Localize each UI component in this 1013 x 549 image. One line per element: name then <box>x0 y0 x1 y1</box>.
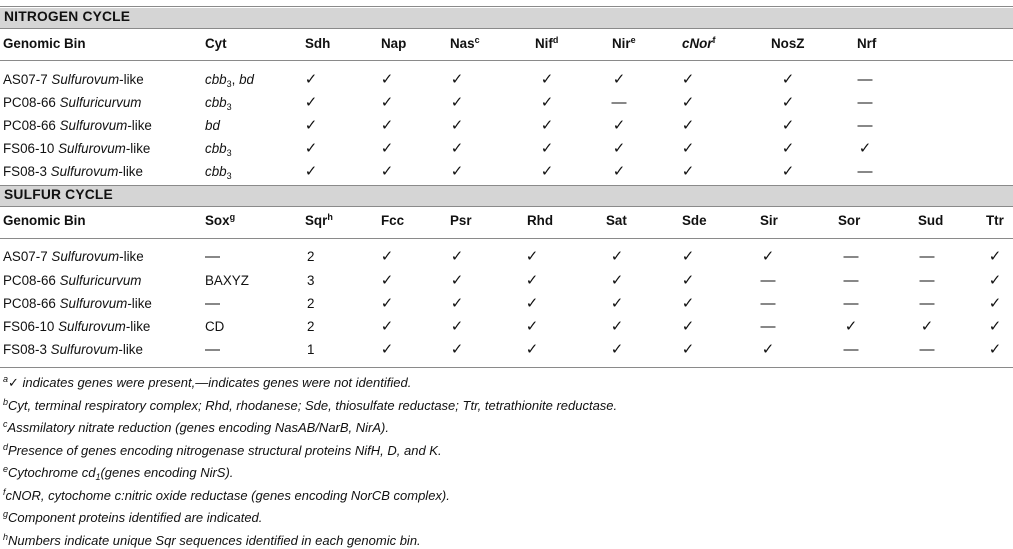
footnote-mark: d <box>3 441 9 452</box>
bottom-rule <box>0 367 1013 368</box>
cyt-subscript: 3 <box>226 102 232 112</box>
sulfur-table-row <box>0 339 1013 362</box>
genomic-bin-cell <box>3 295 152 313</box>
footnote <box>3 419 1008 442</box>
footnote <box>3 509 1008 532</box>
bin-suffix: -like <box>119 72 144 87</box>
check-mark-icon: ✓ <box>450 272 464 289</box>
col-nosz: NosZ <box>771 36 805 51</box>
check-mark-icon: ✓ <box>525 295 539 312</box>
footnote <box>3 464 1008 487</box>
divider <box>0 28 1013 29</box>
bin-id: AS07-7 <box>3 249 48 264</box>
check-mark-icon: ✓ <box>540 140 554 157</box>
footnotes <box>3 374 1008 549</box>
divider <box>0 60 1013 61</box>
footnote-text: Numbers indicate unique Sqr sequences identified in each genomic bin. <box>8 532 421 548</box>
genomic-bin-cell <box>3 71 144 89</box>
divider <box>0 206 1013 207</box>
check-mark-icon: ✓ <box>380 163 394 180</box>
genomic-bin-cell <box>3 163 143 181</box>
check-mark-icon: ✓ <box>450 163 464 180</box>
check-mark-icon: ✓ <box>610 295 624 312</box>
col-ttr: Ttr <box>986 213 1004 228</box>
dash-mark: — <box>919 248 935 265</box>
col-nir: Nir$^e$ <box>612 35 636 51</box>
dash-mark: — <box>760 318 776 335</box>
check-mark-icon: ✓ <box>450 140 464 157</box>
sulfur-section-band <box>0 186 1013 206</box>
bin-genus: Sulfurovum <box>51 72 120 87</box>
dash-mark: — <box>857 117 873 134</box>
col-sir: Sir <box>760 213 778 228</box>
sox-cell: CD <box>205 319 225 334</box>
check-mark-icon: ✓ <box>540 163 554 180</box>
bin-suffix: -like <box>125 141 151 156</box>
check-mark-icon: ✓ <box>450 341 464 358</box>
check-mark-icon: ✓ <box>681 272 695 289</box>
genomic-bin-cell <box>3 94 141 112</box>
col-nap: Nap <box>381 36 407 51</box>
sqr-cell: 2 <box>307 249 315 264</box>
check-mark-icon: ✓ <box>540 71 554 88</box>
bin-genus: Sulfuricurvum <box>59 273 142 288</box>
col-fcc: Fcc <box>381 213 405 228</box>
col-genomic-bin: Genomic Bin <box>3 36 86 51</box>
bin-genus: Sulfurovum <box>50 164 119 179</box>
cyt-value: cbb <box>205 95 227 110</box>
dash-mark: — <box>857 71 873 88</box>
check-mark-icon: ✓ <box>681 117 695 134</box>
cyt-cell <box>205 94 232 112</box>
footnote-mark: g <box>3 509 9 519</box>
footnote-text: ✓ indicates genes were present,—indicates genes were not identified. <box>8 375 412 390</box>
sox-cell: BAXYZ <box>205 273 249 288</box>
check-mark-icon: ✓ <box>304 140 318 157</box>
nitrogen-table-row <box>0 92 1013 115</box>
check-mark-icon: ✓ <box>781 163 795 180</box>
cyt-cell <box>205 71 254 89</box>
check-mark-icon: ✓ <box>612 140 626 157</box>
col-sor: Sor <box>838 213 861 228</box>
footnote <box>3 487 1008 510</box>
col-sde: Sde <box>682 213 707 228</box>
footnote-mark: b <box>3 396 9 407</box>
bin-id: PC08-66 <box>3 118 56 133</box>
check-mark-icon: ✓ <box>781 71 795 88</box>
check-mark-icon: ✓ <box>681 341 695 358</box>
col-nif: Nif$^d$ <box>535 35 559 51</box>
footnote-mark: e <box>3 464 9 474</box>
cyt-cell <box>205 140 232 158</box>
dash-mark: — <box>843 248 859 265</box>
sqr-cell: 2 <box>307 319 315 334</box>
check-mark-icon: ✓ <box>612 163 626 180</box>
bin-suffix: -like <box>125 319 151 334</box>
dash-mark: — <box>843 341 859 358</box>
cyt-value: cbb <box>205 164 227 179</box>
cyt-subscript: 3 <box>226 171 232 181</box>
sox-cell: — <box>205 341 220 358</box>
check-mark-icon: ✓ <box>304 117 318 134</box>
col-psr: Psr <box>450 213 472 228</box>
check-mark-icon: ✓ <box>681 295 695 312</box>
dash-mark: — <box>843 272 859 289</box>
genomic-bin-cell <box>3 140 150 158</box>
check-mark-icon: ✓ <box>681 163 695 180</box>
bin-id: FS08-3 <box>3 164 47 179</box>
check-mark-icon: ✓ <box>380 117 394 134</box>
bin-suffix: -like <box>127 118 152 133</box>
check-mark-icon: ✓ <box>450 117 464 134</box>
check-mark-icon: ✓ <box>920 318 934 335</box>
check-mark-icon: ✓ <box>304 163 318 180</box>
sulfur-section-title: SULFUR CYCLE <box>4 187 113 202</box>
check-mark-icon: ✓ <box>380 318 394 335</box>
genomic-bin-cell <box>3 318 150 336</box>
genomic-bin-cell <box>3 341 143 359</box>
col-nas: Nas$^c$ <box>450 35 480 51</box>
check-mark-icon: ✓ <box>781 117 795 134</box>
bin-suffix: -like <box>119 249 144 264</box>
check-mark-icon: ✓ <box>380 248 394 265</box>
check-mark-icon: ✓ <box>450 71 464 88</box>
check-mark-icon: ✓ <box>761 248 775 265</box>
check-mark-icon: ✓ <box>681 94 695 111</box>
footnote <box>3 374 1008 397</box>
footnote-text: Cyt, terminal respiratory complex; Rhd, rhodanese; Sde, thiosulfate reductase; Ttr, tetrathionite reductase. <box>8 397 618 413</box>
check-mark-icon: ✓ <box>681 248 695 265</box>
bin-suffix: -like <box>127 296 152 311</box>
check-mark-icon: ✓ <box>450 248 464 265</box>
check-mark-icon: ✓ <box>610 248 624 265</box>
dash-mark: — <box>611 94 627 111</box>
nitrogen-header-row <box>0 33 1013 56</box>
cnor-label: cNor <box>682 36 713 51</box>
sulfur-table-row <box>0 293 1013 316</box>
sqr-cell: 1 <box>307 342 315 357</box>
genomic-bin-cell <box>3 248 144 266</box>
check-mark-icon: ✓ <box>380 94 394 111</box>
sqr-cell: 2 <box>307 296 315 311</box>
footnote <box>3 442 1008 465</box>
check-mark-icon: ✓ <box>781 140 795 157</box>
check-mark-icon: ✓ <box>525 272 539 289</box>
cyt-value: bd <box>205 118 220 133</box>
nitrogen-table-row <box>0 161 1013 184</box>
check-mark-icon: ✓ <box>380 140 394 157</box>
check-mark-icon: ✓ <box>858 140 872 157</box>
bin-id: PC08-66 <box>3 95 56 110</box>
cyt-cell <box>205 117 220 135</box>
cyt-subscript: 3 <box>226 148 232 158</box>
check-mark-icon: ✓ <box>610 318 624 335</box>
bin-genus: Sulfurovum <box>59 118 128 133</box>
dash-mark: — <box>919 295 935 312</box>
check-mark-icon: ✓ <box>781 94 795 111</box>
nitrogen-table-row <box>0 115 1013 138</box>
nitrogen-table-row <box>0 138 1013 161</box>
bin-id: PC08-66 <box>3 273 56 288</box>
bin-genus: Sulfurovum <box>58 319 126 334</box>
bin-id: AS07-7 <box>3 72 48 87</box>
footnote-text: Cytochrome cd <box>8 465 96 480</box>
col-sud: Sud <box>918 213 944 228</box>
bin-id: FS06-10 <box>3 319 55 334</box>
footnote-text: Component proteins identified are indicated. <box>8 510 263 525</box>
bin-suffix: -like <box>118 164 143 179</box>
nitrogen-section-band <box>0 8 1013 28</box>
dash-mark: — <box>843 295 859 312</box>
check-mark-icon: ✓ <box>681 140 695 157</box>
footnote-mark: h <box>3 531 9 542</box>
col-nrf: Nrf <box>857 36 877 51</box>
bin-id: FS06-10 <box>3 141 55 156</box>
check-mark-icon: ✓ <box>610 341 624 358</box>
cyt-value-2: bd <box>239 72 254 87</box>
check-mark-icon: ✓ <box>380 272 394 289</box>
bin-id: FS08-3 <box>3 342 47 357</box>
check-mark-icon: ✓ <box>450 94 464 111</box>
check-mark-icon: ✓ <box>612 71 626 88</box>
footnote <box>3 532 1008 549</box>
check-mark-icon: ✓ <box>525 248 539 265</box>
col-genomic-bin: Genomic Bin <box>3 213 86 228</box>
check-mark-icon: ✓ <box>988 295 1002 312</box>
check-mark-icon: ✓ <box>988 318 1002 335</box>
divider <box>0 238 1013 239</box>
bin-genus: Sulfurovum <box>58 141 126 156</box>
col-sqr: Sqr$^h$ <box>305 212 333 228</box>
bin-id: PC08-66 <box>3 296 56 311</box>
footnote <box>3 397 1008 420</box>
dash-mark: — <box>760 272 776 289</box>
check-mark-icon: ✓ <box>304 71 318 88</box>
check-mark-icon: ✓ <box>988 272 1002 289</box>
footnote-mark: f <box>3 486 6 497</box>
check-mark-icon: ✓ <box>540 94 554 111</box>
check-mark-icon: ✓ <box>380 341 394 358</box>
check-mark-icon: ✓ <box>844 318 858 335</box>
check-mark-icon: ✓ <box>450 318 464 335</box>
check-mark-icon: ✓ <box>525 341 539 358</box>
sulfur-table-row <box>0 270 1013 293</box>
dash-mark: — <box>760 295 776 312</box>
cyt-subscript: 3 <box>226 79 232 89</box>
dash-mark: — <box>919 341 935 358</box>
cyt-cell <box>205 163 232 181</box>
col-sdh: Sdh <box>305 36 331 51</box>
cyt-separator: , <box>231 72 240 87</box>
sulfur-header-row <box>0 210 1013 233</box>
footnote-mark: c <box>3 419 8 429</box>
check-mark-icon: ✓ <box>380 71 394 88</box>
check-mark-icon: ✓ <box>540 117 554 134</box>
footnote-text: cNOR, cytochome c:nitric oxide reductase (genes encoding NorCB complex). <box>5 487 450 503</box>
check-mark-icon: ✓ <box>681 318 695 335</box>
sulfur-table-row <box>0 246 1013 269</box>
bin-genus: Sulfurovum <box>59 296 128 311</box>
check-mark-icon: ✓ <box>610 272 624 289</box>
check-mark-icon: ✓ <box>761 341 775 358</box>
check-mark-icon: ✓ <box>450 295 464 312</box>
top-rule <box>0 6 1013 7</box>
check-mark-icon: ✓ <box>681 71 695 88</box>
dash-mark: — <box>857 94 873 111</box>
col-cyt: Cyt <box>205 36 227 51</box>
bin-genus: Sulfurovum <box>51 249 120 264</box>
dash-mark: — <box>919 272 935 289</box>
check-mark-icon: ✓ <box>380 295 394 312</box>
col-sat: Sat <box>606 213 627 228</box>
check-mark-icon: ✓ <box>525 318 539 335</box>
genomic-bin-cell <box>3 272 141 290</box>
col-sox: Sox$^g$ <box>205 212 236 228</box>
dash-mark: — <box>857 163 873 180</box>
genomic-bin-cell <box>3 117 152 135</box>
cyt-value: cbb <box>205 72 227 87</box>
sulfur-table-row <box>0 316 1013 339</box>
sox-cell: — <box>205 248 220 265</box>
footnote-mark: a <box>3 374 9 384</box>
footnote-text: Assmilatory nitrate reduction (genes encoding NasAB/NarB, NirA). <box>7 420 389 435</box>
check-mark-icon: ✓ <box>304 94 318 111</box>
footnote-text: Presence of genes encoding nitrogenase structural proteins NifH, D, and K. <box>8 442 442 458</box>
check-mark-icon: ✓ <box>988 248 1002 265</box>
cyt-value: cbb <box>205 141 227 156</box>
col-cnor: cNor$^f$ <box>682 35 716 51</box>
footnote-subscript: 1 <box>95 472 101 482</box>
sox-cell: — <box>205 295 220 312</box>
bin-genus: Sulfurovum <box>50 342 119 357</box>
sqr-cell: 3 <box>307 273 315 288</box>
nitrogen-table-row <box>0 69 1013 92</box>
nitrogen-section-title: NITROGEN CYCLE <box>4 9 131 24</box>
check-mark-icon: ✓ <box>612 117 626 134</box>
col-rhd: Rhd <box>527 213 554 228</box>
bin-genus: Sulfuricurvum <box>59 95 142 110</box>
check-mark-icon: ✓ <box>988 341 1002 358</box>
footnote-text: (genes encoding NirS). <box>100 465 234 480</box>
bin-suffix: -like <box>118 342 143 357</box>
